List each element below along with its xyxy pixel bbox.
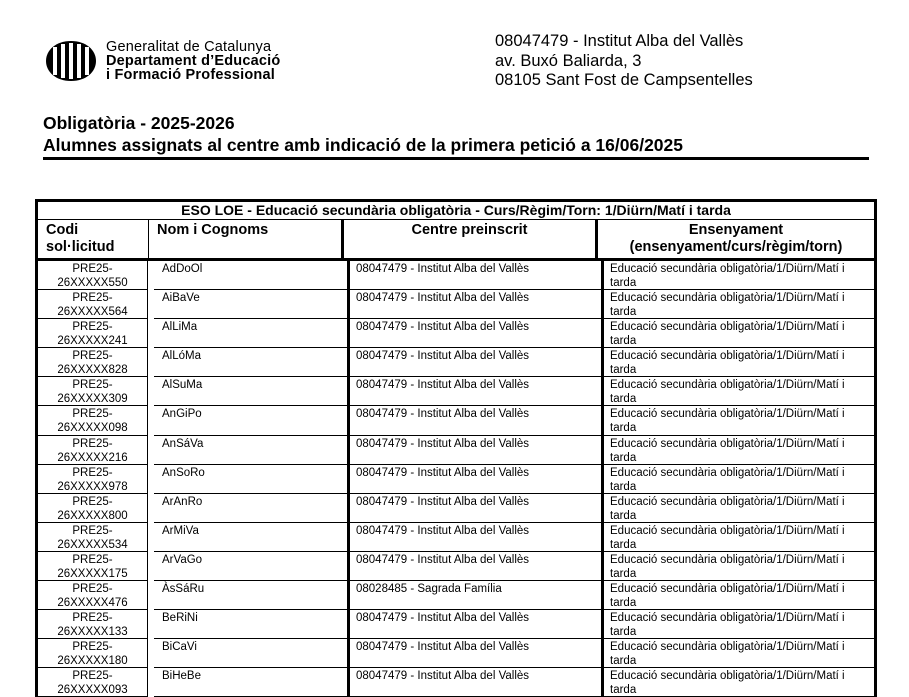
table-row — [38, 406, 874, 435]
table-row — [38, 319, 874, 348]
cell-codi: PRE25- 26XXXXX564 — [38, 290, 148, 319]
cell-ensenyament: Educació secundària obligatòria/1/Diürn/Matí i tarda — [604, 348, 874, 377]
table-row — [38, 668, 874, 697]
cell-nom: BiHeBe — [154, 668, 350, 697]
cell-codi: PRE25- 26XXXXX534 — [38, 523, 148, 552]
generalitat-emblem-icon — [44, 40, 98, 82]
table-row — [38, 552, 874, 581]
table-row — [38, 377, 874, 406]
school-code: 08047479 — [495, 32, 569, 50]
school-city: 08105 Sant Fost de Campsentelles — [495, 71, 753, 89]
cell-codi: PRE25- 26XXXXX216 — [38, 436, 148, 465]
table-body — [38, 261, 874, 697]
cell-ensenyament: Educació secundària obligatòria/1/Diürn/Matí i tarda — [604, 261, 874, 290]
cell-centre: 08047479 - Institut Alba del Vallès — [350, 436, 604, 465]
table-row — [38, 465, 874, 494]
title-year: Obligatòria - 2025-2026 — [43, 113, 235, 133]
table-row — [38, 436, 874, 465]
cell-centre: 08047479 - Institut Alba del Vallès — [350, 319, 604, 348]
col-header-nom: Nom i Cognoms — [148, 220, 344, 258]
cell-ensenyament: Educació secundària obligatòria/1/Diürn/Matí i tarda — [604, 552, 874, 581]
cell-centre: 08047479 - Institut Alba del Vallès — [350, 290, 604, 319]
cell-nom: BiCaVi — [154, 639, 350, 668]
cell-nom: ArVaGo — [154, 552, 350, 581]
table-caption: ESO LOE - Educació secundària obligatòria - Curs/Règim/Torn: 1/Diürn/Matí i tarda — [38, 202, 874, 220]
table-row — [38, 581, 874, 610]
title-description: Alumnes assignats al centre amb indicació de la primera petició a 16/06/2025 — [43, 134, 869, 160]
cell-nom: AlLóMa — [154, 348, 350, 377]
cell-codi: PRE25- 26XXXXX133 — [38, 610, 148, 639]
school-name: - Institut Alba del Vallès — [568, 32, 744, 50]
cell-ensenyament: Educació secundària obligatòria/1/Diürn/Matí i tarda — [604, 377, 874, 406]
cell-centre: 08028485 - Sagrada Família — [350, 581, 604, 610]
cell-centre: 08047479 - Institut Alba del Vallès — [350, 494, 604, 523]
cell-centre: 08047479 - Institut Alba del Vallès — [350, 406, 604, 435]
cell-nom: AdDoOl — [154, 261, 350, 290]
school-name-line — [495, 32, 753, 52]
cell-ensenyament: Educació secundària obligatòria/1/Diürn/Matí i tarda — [604, 639, 874, 668]
school-address — [495, 32, 753, 91]
students-table — [35, 199, 877, 697]
table-row — [38, 610, 874, 639]
table-row — [38, 261, 874, 290]
cell-centre: 08047479 - Institut Alba del Vallès — [350, 261, 604, 290]
cell-codi: PRE25- 26XXXXX098 — [38, 406, 148, 435]
col-header-ensenyament: Ensenyament (ensenyament/curs/règim/torn) — [629, 222, 843, 255]
cell-nom: AlSuMa — [154, 377, 350, 406]
cell-codi: PRE25- 26XXXXX180 — [38, 639, 148, 668]
table-row — [38, 290, 874, 319]
cell-codi: PRE25- 26XXXXX476 — [38, 581, 148, 610]
cell-ensenyament: Educació secundària obligatòria/1/Diürn/Matí i tarda — [604, 668, 874, 697]
cell-centre: 08047479 - Institut Alba del Vallès — [350, 552, 604, 581]
cell-nom: AnSoRo — [154, 465, 350, 494]
table-row — [38, 494, 874, 523]
table-row — [38, 348, 874, 377]
cell-centre: 08047479 - Institut Alba del Vallès — [350, 377, 604, 406]
cell-codi: PRE25- 26XXXXX241 — [38, 319, 148, 348]
school-street: av. Buxó Baliarda, 3 — [495, 51, 642, 70]
cell-ensenyament: Educació secundària obligatòria/1/Diürn/Matí i tarda — [604, 436, 874, 465]
cell-ensenyament: Educació secundària obligatòria/1/Diürn/Matí i tarda — [604, 523, 874, 552]
logo-line-formacio: i Formació Professional — [106, 67, 275, 83]
cell-centre: 08047479 - Institut Alba del Vallès — [350, 523, 604, 552]
cell-centre: 08047479 - Institut Alba del Vallès — [350, 465, 604, 494]
logo-line-departament: Departament d’Educació — [106, 53, 281, 69]
cell-codi: PRE25- 26XXXXX828 — [38, 348, 148, 377]
cell-ensenyament: Educació secundària obligatòria/1/Diürn/Matí i tarda — [604, 581, 874, 610]
cell-centre: 08047479 - Institut Alba del Vallès — [350, 639, 604, 668]
cell-codi: PRE25- 26XXXXX978 — [38, 465, 148, 494]
cell-ensenyament: Educació secundària obligatòria/1/Diürn/Matí i tarda — [604, 610, 874, 639]
cell-ensenyament: Educació secundària obligatòria/1/Diürn/Matí i tarda — [604, 290, 874, 319]
cell-centre: 08047479 - Institut Alba del Vallès — [350, 668, 604, 697]
col-header-centre: Centre preinscrit — [344, 220, 598, 258]
col-header-codi: Codi sol·licitud — [46, 222, 115, 255]
cell-ensenyament: Educació secundària obligatòria/1/Diürn/Matí i tarda — [604, 465, 874, 494]
cell-codi: PRE25- 26XXXXX093 — [38, 668, 148, 697]
cell-centre: 08047479 - Institut Alba del Vallès — [350, 348, 604, 377]
cell-nom: ArMiVa — [154, 523, 350, 552]
table-row — [38, 639, 874, 668]
table-row — [38, 523, 874, 552]
cell-ensenyament: Educació secundària obligatòria/1/Diürn/Matí i tarda — [604, 319, 874, 348]
cell-nom: BeRiNi — [154, 610, 350, 639]
cell-nom: AlLiMa — [154, 319, 350, 348]
cell-nom: AiBaVe — [154, 290, 350, 319]
cell-nom: ArAnRo — [154, 494, 350, 523]
cell-ensenyament: Educació secundària obligatòria/1/Diürn/Matí i tarda — [604, 406, 874, 435]
cell-nom: AnGiPo — [154, 406, 350, 435]
document-title — [43, 112, 869, 160]
cell-codi: PRE25- 26XXXXX175 — [38, 552, 148, 581]
cell-centre: 08047479 - Institut Alba del Vallès — [350, 610, 604, 639]
logo-line-generalitat: Generalitat de Catalunya — [106, 39, 272, 55]
generalitat-logo — [44, 40, 280, 82]
cell-nom: AnSáVa — [154, 436, 350, 465]
cell-codi: PRE25- 26XXXXX309 — [38, 377, 148, 406]
cell-codi: PRE25- 26XXXXX550 — [38, 261, 148, 290]
cell-ensenyament: Educació secundària obligatòria/1/Diürn/Matí i tarda — [604, 494, 874, 523]
table-header — [38, 220, 874, 261]
cell-codi: PRE25- 26XXXXX800 — [38, 494, 148, 523]
cell-nom: ÀsSáRu — [154, 581, 350, 610]
